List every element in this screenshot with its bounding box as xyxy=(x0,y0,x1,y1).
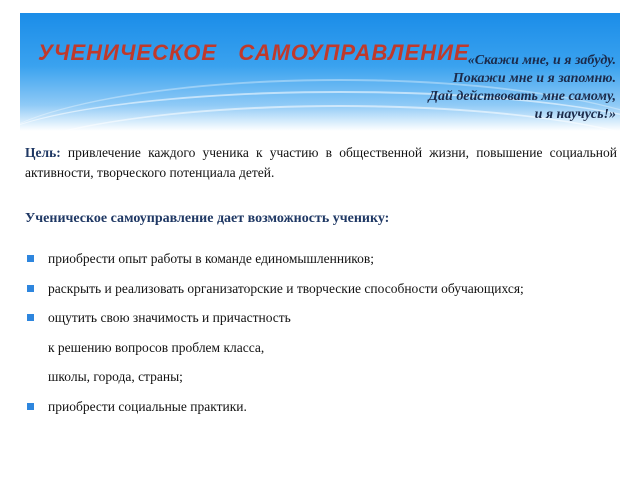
epigraph-quote xyxy=(428,52,616,124)
list-item: раскрыть и реализовать организаторские и творческие способности обучающихся; xyxy=(25,274,625,304)
opportunities-heading: Ученическое самоуправление дает возможность ученику: xyxy=(25,211,390,226)
goal-paragraph xyxy=(25,143,617,183)
quote-line: «Скажи мне, и я забуду. xyxy=(467,53,616,68)
quote-line: Дай действовать мне самому, xyxy=(428,89,616,104)
list-item: приобрести социальные практики. xyxy=(25,392,625,422)
quote-line: Покажи мне и я запомню. xyxy=(452,71,616,86)
quote-line: и я научусь!» xyxy=(534,107,616,122)
list-item: приобрести опыт работы в команде единомышленников; xyxy=(25,244,625,274)
list-item-continuation: школы, города, страны; xyxy=(48,369,183,384)
page-title: УЧЕНИЧЕСКОЕ САМОУПРАВЛЕНИЕ xyxy=(38,40,470,65)
goal-text: привлечение каждого ученика к участию в общественной жизни, повышение социальной активности, творческого потенциала детей. xyxy=(25,145,618,180)
list-item-continuation: к решению вопросов проблем класса, xyxy=(48,339,265,355)
opportunities-list xyxy=(25,244,625,421)
goal-label: Цель: xyxy=(25,145,61,160)
list-item: ощутить свою значимость и причастность xyxy=(25,303,625,333)
